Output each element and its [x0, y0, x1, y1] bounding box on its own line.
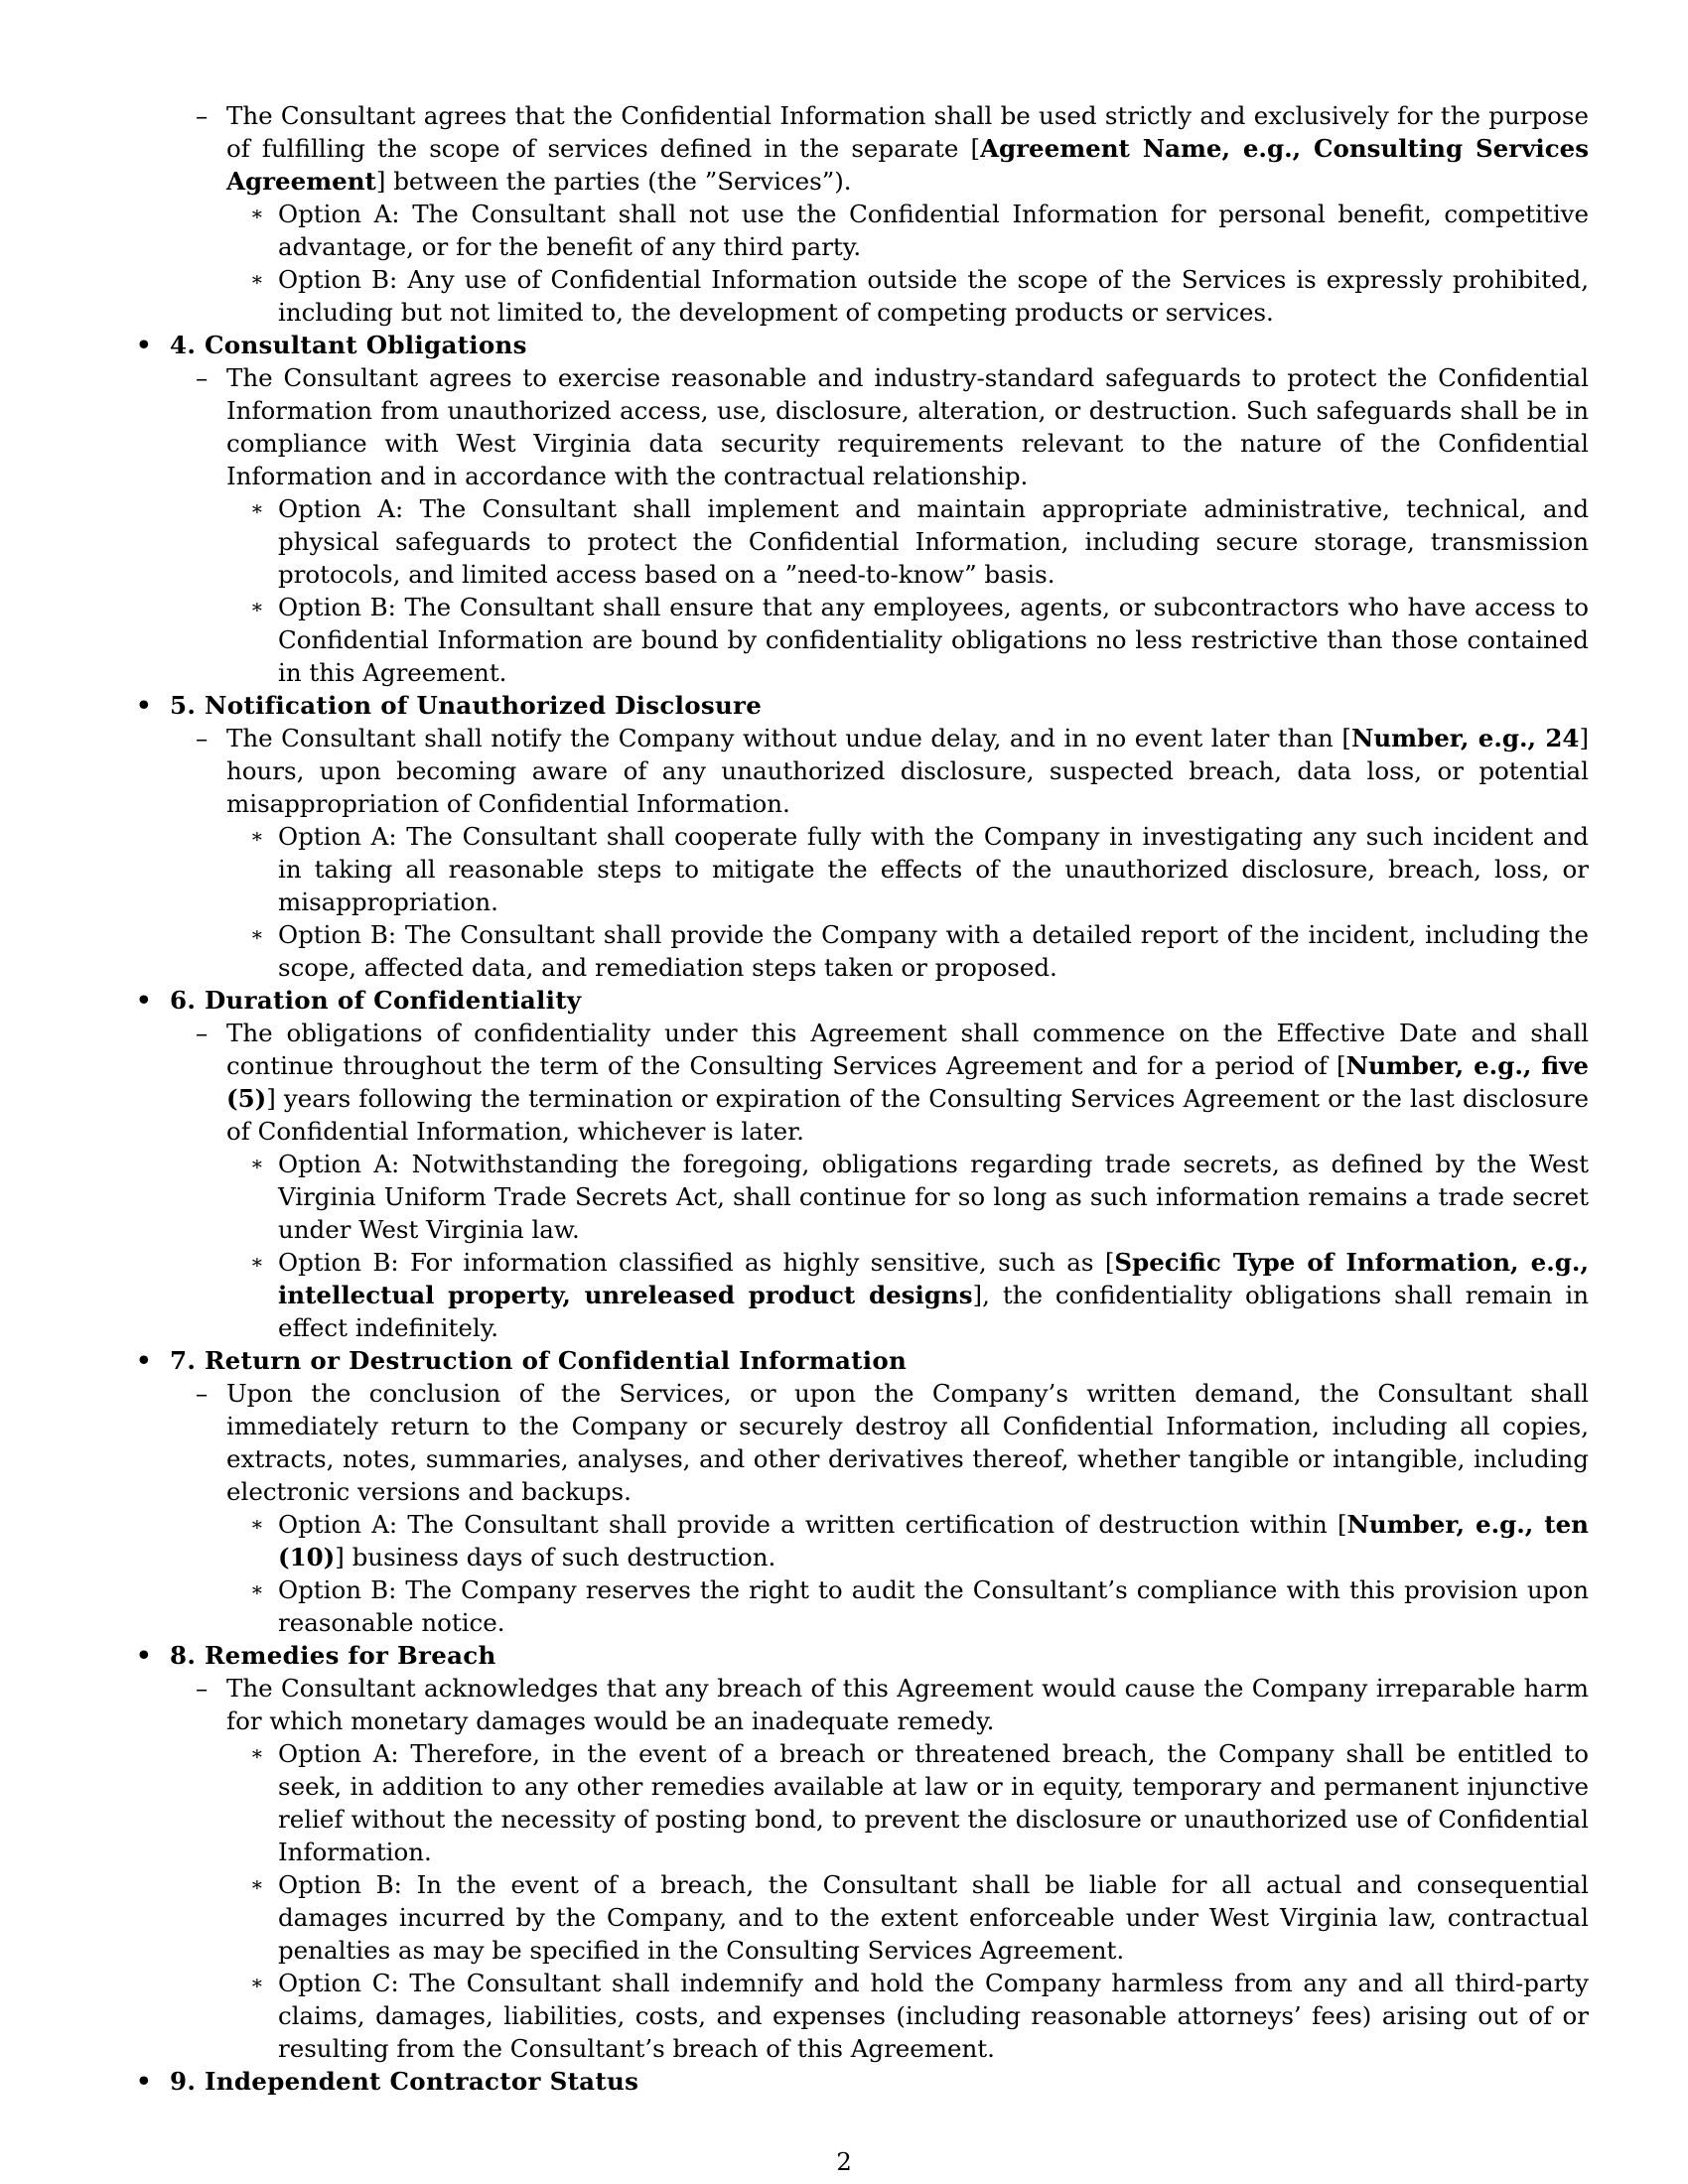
sec8-option-a: ∗ Option A: Therefore, in the event of a breach or threatened breach, the Company shall be entitled to seek, in addition to any other remedies available at law or in equity, temporary and permanent injunctive relief without the necessity of posting bond, to prevent the disclosure or unauthorized use of Confidential Information.: [250, 1739, 1589, 1866]
sec5-paragraph: – The Consultant shall notify the Company without undue delay, and in no event later than [Number, e.g., 24] hours, upon becoming aware of any unauthorized disclosure, suspected breach, data loss, or potential misappropriation of Confidential Information.: [196, 724, 1589, 818]
star-marker: ∗: [250, 824, 264, 848]
bullet-marker: •: [136, 1346, 152, 1375]
sec7-option-b: ∗ Option B: The Company reserves the right to audit the Consultant’s compliance with this provision upon reasonable notice.: [250, 1575, 1589, 1637]
dash-marker: –: [196, 1379, 209, 1408]
dash-marker: –: [196, 724, 209, 752]
dash-marker: –: [196, 1019, 209, 1047]
sec8-option-b: ∗ Option B: In the event of a breach, the Consultant shall be liable for all actual and consequential damages incurred by the Company, and to the extent enforceable under West Virginia law, contractual penalties as may be specified in the Consulting Services Agreement.: [250, 1870, 1589, 1965]
sec7-option-a: ∗ Option A: The Consultant shall provide a written certification of destruction within [Number, e.g., ten (10)] business days of such destruction.: [250, 1510, 1589, 1571]
sec7-heading: • 7. Return or Destruction of Confidential Information: [136, 1346, 908, 1375]
bullet-marker: •: [136, 2067, 152, 2096]
placeholder-agreement-name: Agreement Name, e.g., Consulting Services Agreement: [226, 134, 1589, 196]
sec4-heading: • 4. Consultant Obligations: [136, 331, 527, 359]
sec8-paragraph: – The Consultant acknowledges that any breach of this Agreement would cause the Company irreparable harm for which monetary damages would be an inadequate remedy.: [196, 1674, 1589, 1735]
star-marker: ∗: [250, 595, 264, 618]
star-marker: ∗: [250, 267, 264, 291]
sec3-option-b: ∗ Option B: Any use of Confidential Information outside the scope of the Services is expressly prohibited, including but not limited to, the development of competing products or services.: [250, 265, 1589, 327]
sec5-option-b: ∗ Option B: The Consultant shall provide the Company with a detailed report of the incident, including the scope, affected data, and remediation steps taken or proposed.: [250, 920, 1589, 982]
sec6-option-b: ∗ Option B: For information classified as highly sensitive, such as [Specific Type of Information, e.g., intellectual property, unreleased product designs], the confidentiality obligations shall remain in effect indefinitely.: [250, 1248, 1590, 1342]
bullet-marker: •: [136, 1641, 152, 1670]
sec6-heading: • 6. Duration of Confidentiality: [136, 986, 582, 1015]
star-marker: ∗: [250, 1577, 264, 1601]
star-marker: ∗: [250, 1741, 264, 1765]
star-marker: ∗: [250, 1872, 264, 1896]
sec4-option-b: ∗ Option B: The Consultant shall ensure that any employees, agents, or subcontractors who have access to Confidential Information are bound by confidentiality obligations no less restrictive than those contained in this Agreement.: [250, 593, 1589, 687]
sec6-paragraph: – The obligations of confidentiality under this Agreement shall commence on the Effective Date and shall continue throughout the term of the Consulting Services Agreement and for a period of [Number, e.g., five (5)] years following the termination or expiration of the Consulting Services Agreement or the last disclosure of Confidential Information, whichever is later.: [196, 1019, 1589, 1146]
star-marker: ∗: [250, 1250, 264, 1274]
star-marker: ∗: [250, 1152, 264, 1175]
dash-marker: –: [196, 1674, 209, 1703]
sec4-paragraph: – The Consultant agrees to exercise reasonable and industry-standard safeguards to protect the Confidential Information from unauthorized access, use, disclosure, alteration, or destruction. Such safeguards shall be in compliance with West Virginia data security requirements relevant to the nature of the Confidential Information and in accordance with the contractual relationship.: [196, 363, 1589, 490]
star-marker: ∗: [250, 1512, 264, 1536]
dash-marker: –: [196, 363, 209, 392]
sec5-option-a: ∗ Option A: The Consultant shall cooperate fully with the Company in investigating any such incident and in taking all reasonable steps to mitigate the effects of the unauthorized disclosure, breach, loss, or misappropriation.: [250, 822, 1589, 916]
bullet-marker: •: [136, 986, 152, 1015]
bullet-marker: •: [136, 331, 152, 359]
placeholder-info-type: Specific Type of Information, e.g., intellectual property, unreleased product designs: [278, 1248, 1589, 1309]
sec3-purpose-paragraph: – The Consultant agrees that the Confidential Information shall be used strictly and exclusively for the purpose of fulfilling the scope of services defined in the separate [Agreement Name, e.g., Consulting Services Agreement] between the parties (the ”Services”).: [196, 101, 1589, 196]
placeholder-hours: Number, e.g., 24: [1350, 724, 1580, 752]
sec6-option-a: ∗ Option A: Notwithstanding the foregoing, obligations regarding trade secrets, as defined by the West Virginia Uniform Trade Secrets Act, shall continue for so long as such information remains a trade secret under West Virginia law.: [250, 1150, 1589, 1244]
page-number: 2: [836, 2147, 852, 2176]
star-marker: ∗: [250, 202, 264, 225]
star-marker: ∗: [250, 922, 264, 946]
star-marker: ∗: [250, 496, 264, 520]
sec5-heading: • 5. Notification of Unauthorized Disclosure: [136, 691, 763, 720]
sec8-heading: • 8. Remedies for Breach: [136, 1641, 496, 1670]
bullet-marker: •: [136, 691, 152, 720]
sec3-option-a: ∗ Option A: The Consultant shall not use the Confidential Information for personal benefit, competitive advantage, or for the benefit of any third party.: [250, 200, 1589, 261]
sec4-option-a: ∗ Option A: The Consultant shall implement and maintain appropriate administrative, technical, and physical safeguards to protect the Confidential Information, including secure storage, transmission protocols, and limited access based on a ”need-to-know” basis.: [250, 494, 1589, 589]
star-marker: ∗: [250, 1971, 264, 1994]
sec9-heading: • 9. Independent Contractor Status: [136, 2067, 639, 2096]
placeholder-business-days: Number, e.g., ten (10): [278, 1510, 1589, 1571]
sec8-option-c: ∗ Option C: The Consultant shall indemnify and hold the Company harmless from any and all third-party claims, damages, liabilities, costs, and expenses (including reasonable attorneys’ fees) arising out of or resulting from the Consultant’s breach of this Agreement.: [250, 1969, 1589, 2063]
sec7-paragraph: – Upon the conclusion of the Services, or upon the Company’s written demand, the Consultant shall immediately return to the Company or securely destroy all Confidential Information, including all copies, extracts, notes, summaries, analyses, and other derivatives thereof, whether tangible or intangible, including electronic versions and backups.: [196, 1379, 1589, 1506]
document-body: [134, 99, 1589, 2098]
dash-marker: –: [196, 101, 209, 130]
placeholder-years: Number, e.g., five (5): [226, 1051, 1589, 1113]
